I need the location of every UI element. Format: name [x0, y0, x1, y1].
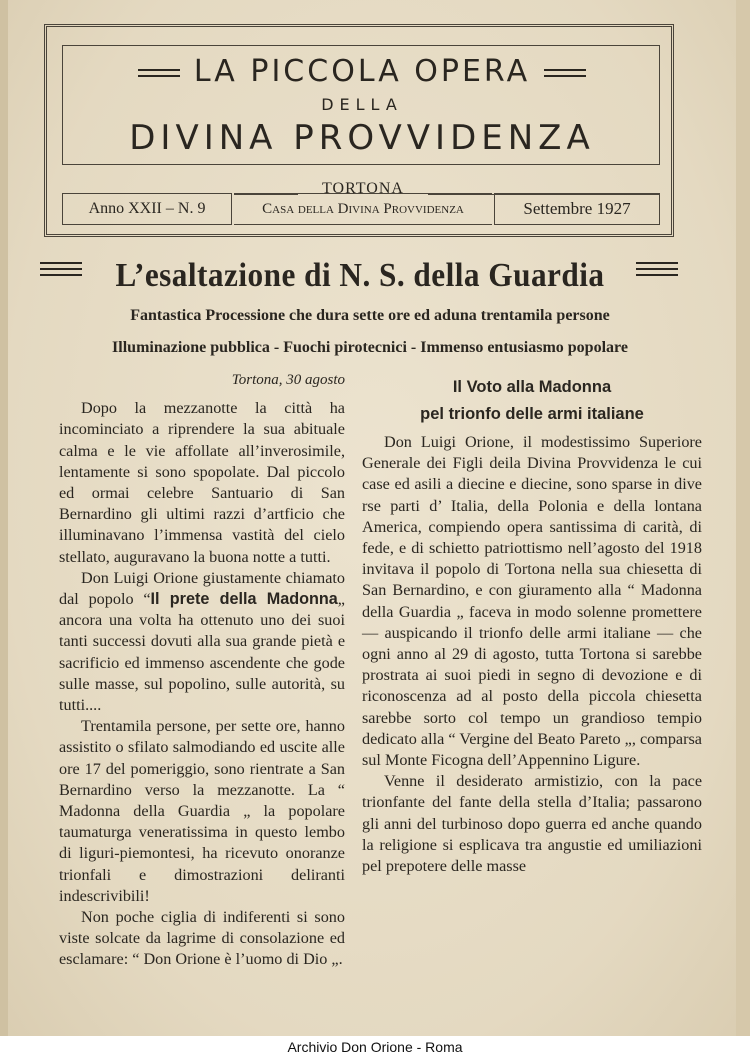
paragraph	[59, 568, 345, 716]
issue-date: Settembre 1927	[494, 193, 660, 225]
paragraph-text: Don Luigi Orione giustamente chiamato dal popolo “	[59, 568, 345, 609]
archive-footer: Archivio Don Orione - Roma	[0, 1036, 750, 1059]
masthead-title-line1	[63, 54, 661, 89]
paragraph-text: „ ancora una volta ha ottenuto uno dei suoi tanti successi dovuti alla sua grande pietà e sacrificio ed immenso ascendente che gode sulle masse, sul popolino, sulle autorità, su tutti....	[59, 590, 345, 715]
article-column-left	[59, 370, 345, 971]
headline-rule-right	[636, 262, 678, 282]
paragraph-emphasis: Il prete della Madonna	[150, 590, 338, 609]
publisher-name: Casa della Divina Provvidenza	[234, 193, 492, 225]
issue-number: Anno XXII – N. 9	[62, 193, 232, 225]
article-subhead-1: Fantastica Processione che dura sette ore ed aduna trentamila persone	[130, 307, 610, 324]
page-left-edge	[0, 0, 8, 1059]
section-heading: Il Voto alla Madonna	[452, 378, 612, 396]
paragraph: Venne il desiderato armistizio, con la pace trionfante del fante della stella d’Italia; passarono gli anni del turbinoso dopo guerra ed anche quando la religione si esplicava tra angustie ed umiliazioni pel prepotere delle masse	[362, 772, 702, 876]
masthead-title-text: LA PICCOLA OPERA	[193, 54, 531, 89]
headline-block	[40, 254, 680, 300]
decorative-rule	[138, 69, 180, 77]
paragraph: Dopo la mezzanotte la città ha incominciato a riprendere la sua abituale calma e le vie affollate all’inverosimile, lentamente si sono spopolate. Dal piccolo ed ormai celebre Santuario di San Bernardino gli ultimi razzi d’artficio che illuminavano l’immensa vastità del cielo stellato, auguravano la buona notte a tutti.	[59, 399, 345, 566]
article-column-right	[362, 374, 702, 877]
masthead-title-line2: DELLA	[321, 95, 403, 114]
decorative-rule	[544, 69, 586, 77]
paragraph: Trentamila persone, per sette ore, hanno assistito o sfilato salmodiando ed uscite alle ore 17 del pomeriggio, sono rientrate a San Bernardino verso la mezzanotte. La “ Madonna della Guardia „ la popolare taumaturga veneratissima in questo lembo di liguri-piemontesi, ha ricevuto onoranze trionfali e dimostrazioni deliranti indescrivibili!	[59, 717, 345, 905]
headline-rule-left	[40, 262, 82, 282]
article-subhead-2: Illuminazione pubblica - Fuochi pirotecnici - Immenso entusiasmo popolare	[112, 339, 628, 356]
section-heading: pel trionfo delle armi italiane	[420, 405, 644, 423]
paragraph: Non poche ciglia di indiferenti si sono viste solcate da lagrime di consolazione ed esclamare: “ Don Orione è l’uomo di Dio „.	[59, 908, 345, 969]
dateline: Tortona, 30 agosto	[231, 372, 345, 388]
paragraph: Don Luigi Orione, il modestissimo Superiore Generale dei Figli deila Divina Provvidenza le cui case ed asili a diecine e diecine, sono sparse in dive rse parti d’ Italia, della Polonia e della lontana America, compiendo opera santissima di carità, di fede, e di schietto patriottismo nell’agosto del 1918 invitava il popolo di Tortona nella sua chiesetta di San Bernardino, e con giuramento alla “ Madonna della Guardia „ faceva in modo solenne promettere — auspicando il trionfo delle armi italiane — che ogni anno al 29 di agosto, tutta Tortona si sarebbe prostrata ai suoi piedi in segno di devozione e di riconoscenza ad al posto della piccola chiesetta sarebbe sorto col tempo un grandioso tempio dedicato alla “ Vergine del Beato Pareto „, comparsa sul Monte Ficogna dell’Appennino Ligure.	[362, 433, 702, 770]
article-headline: L’esaltazione di N. S. della Guardia	[115, 257, 605, 294]
page-right-edge	[736, 0, 750, 1059]
masthead-info-row	[62, 180, 660, 225]
masthead	[44, 24, 674, 237]
masthead-title-line3: DIVINA PROVVIDENZA	[129, 118, 595, 158]
masthead-city: TORTONA	[322, 180, 404, 197]
masthead-title-box	[62, 45, 660, 165]
